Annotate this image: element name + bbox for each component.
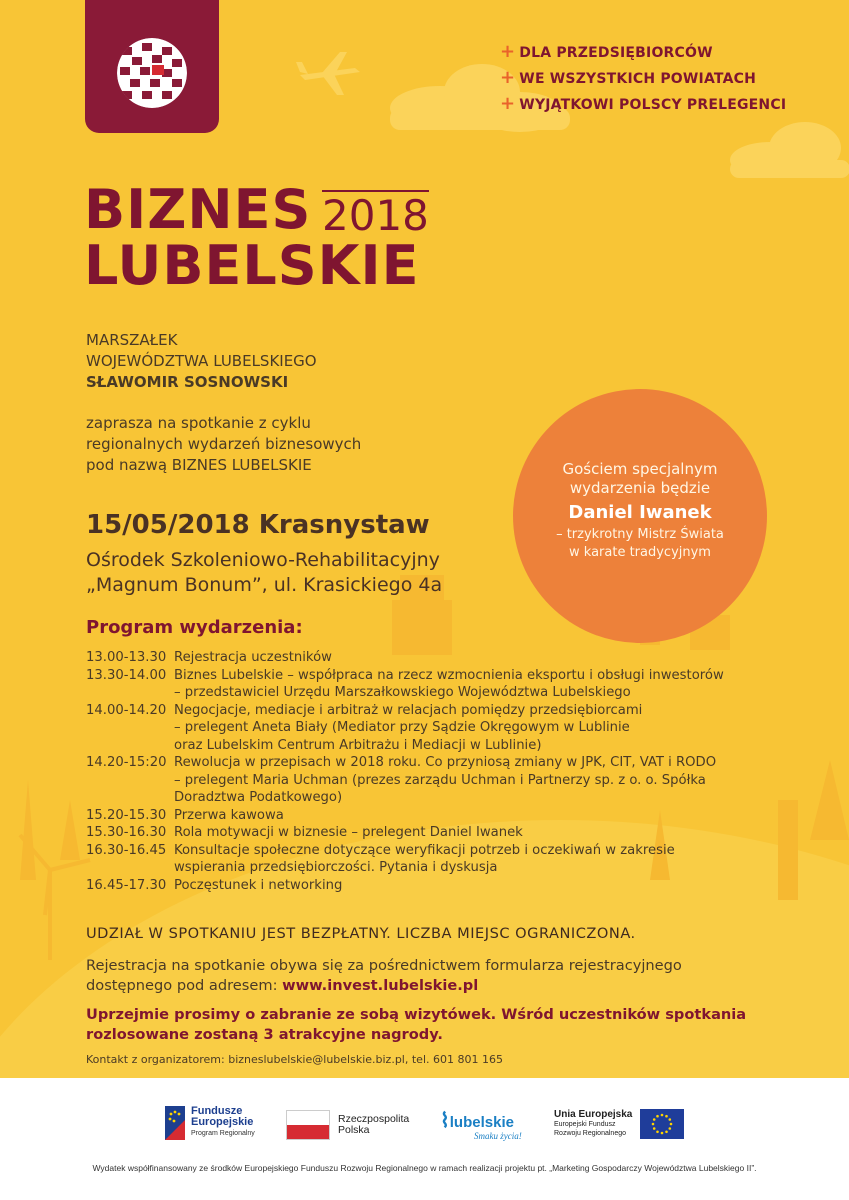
- program-row: oraz Lubelskim Centrum Arbitrażu i Mediacji w Lublinie): [174, 737, 542, 753]
- plus-icon: +: [500, 67, 516, 88]
- program-row: Doradztwa Podatkowego): [174, 790, 343, 805]
- program-row: 15.30-16.30 Rola motywacji w biznesie – prelegent Daniel Iwanek: [86, 825, 523, 840]
- program-row: 16.45-17.30 Poczęstunek i networking: [86, 877, 343, 893]
- lubelskie-mark-icon: ⌇: [440, 1110, 450, 1132]
- organizer: MARSZAŁEK WOJEWÓDZTWA LUBELSKIEGO SŁAWOMIR SOSNOWSKI: [86, 331, 317, 391]
- eu-flag-icon: [640, 1109, 684, 1139]
- brand-logo-box: [85, 0, 219, 133]
- organizer-name: SŁAWOMIR SOSNOWSKI: [86, 373, 289, 391]
- program-row: 15.20-15.30 Przerwa kawowa: [86, 807, 284, 823]
- event-date-place: 15/05/2018 Krasnystaw: [86, 510, 430, 540]
- title-year: 2018: [322, 191, 429, 240]
- bullet-item: + WYJĄTKOWI POLSCY PRELEGENCI: [500, 93, 787, 114]
- free-participation-notice: UDZIAŁ W SPOTKANIU JEST BEZPŁATNY. LICZBA MIEJSC OGRANICZONA.: [86, 925, 636, 942]
- program-row: – prelegent Aneta Biały (Mediator przy Sądzie Okręgowym w Lublinie: [174, 720, 630, 735]
- program-row: – przedstawiciel Urzędu Marszałkowskiego Województwa Lubelskiego: [174, 685, 631, 700]
- contact-line: Kontakt z organizatorem: bizneslubelskie@lubelskie.biz.pl, tel. 601 801 165: [86, 1053, 503, 1066]
- registration-link[interactable]: www.invest.lubelskie.pl: [282, 977, 479, 994]
- program-row: 16.30-16.45 Konsultacje społeczne dotyczące weryfikacji potrzeb i oczekiwań w zakresie: [86, 842, 675, 858]
- event-venue: Ośrodek Szkoleniowo-Rehabilitacyjny „Magnum Bonum”, ul. Krasickiego 4a: [86, 549, 443, 596]
- program-list: [86, 649, 786, 894]
- program-row: 14.20-15:20 Rewolucja w przepisach w 2018 roku. Co przyniosą zmiany w JPK, CIT, VAT i RODO: [86, 755, 717, 770]
- title-line-1: BIZNES: [84, 178, 312, 241]
- eu-funds-mark-icon: [165, 1106, 185, 1140]
- lubelskie-logo: ⌇lubelskie Smaku życia!: [440, 1110, 522, 1141]
- program-row: 14.00-14.20 Negocjacje, mediacje i arbitraż w relacjach pomiędzy przedsiębiorcami: [86, 702, 643, 718]
- bullet-item: + WE WSZYSTKICH POWIATACH: [500, 67, 756, 88]
- footer-logos: Fundusze Europejskie Program Regionalny Rzeczpospolita Polska ⌇lubelskie Smaku życia! Unia Europejska Europejski Fundusz Rozwoju Regionalnego Wydatek współfinansowany ze środków Europejskiego Funduszu Rozwoju Regionalnego w ramach realizacji projektu pt. „Marketing Gospodarczy Województwa Lubelskiego II”.: [0, 1078, 849, 1200]
- registration-info: Rejestracja na spotkanie obywa się za pośrednictwem formularza rejestracyjnego dostępnego pod adresem: www.invest.lubelskie.pl: [86, 957, 682, 994]
- program-row: 13.30-14.00 Biznes Lubelskie – współpraca na rzecz wzmocnienia eksportu i obsługi inwestorów: [86, 667, 724, 683]
- invitation-text: zaprasza na spotkanie z cyklu regionalnych wydarzeń biznesowych pod nazwą BIZNES LUBELSKIE: [86, 414, 362, 474]
- plane-icon: [296, 52, 360, 95]
- feature-bullets: [500, 41, 786, 119]
- plus-icon: +: [500, 93, 516, 114]
- bullet-item: + DLA PRZEDSIĘBIORCÓW: [500, 41, 713, 62]
- contact-email-link[interactable]: bizneslubelskie@lubelskie.biz.pl: [228, 1053, 405, 1066]
- polish-flag-icon: [286, 1110, 330, 1140]
- program-row: wspierania przedsiębiorczości. Pytania i dyskusja: [174, 860, 498, 875]
- cofinancing-note: Wydatek współfinansowany ze środków Europejskiego Funduszu Rozwoju Regionalnego w ramach realizacji projektu pt. „Marketing Gospodarczy Województwa Lubelskiego II”.: [92, 1163, 757, 1173]
- program-row: 13.00-13.30 Rejestracja uczestników: [86, 650, 332, 665]
- program-row: – prelegent Maria Uchman (prezes zarządu Uchman i Partnerzy sp. z o. o. Spółka: [174, 772, 706, 788]
- title-line-2: LUBELSKIE: [84, 234, 420, 297]
- business-cards-note: Uprzejmie prosimy o zabranie ze sobą wizytówek. Wśród uczestników spotkania rozlosowane zostaną 3 atrakcyjne nagrody.: [86, 1006, 747, 1043]
- guest-name: Daniel Iwanek: [568, 502, 712, 523]
- program-title: Program wydarzenia:: [86, 617, 303, 638]
- globe-logo-icon: [116, 37, 188, 109]
- plus-icon: +: [500, 41, 516, 62]
- special-guest-circle: Gościem specjalnym wydarzenia będzie Daniel Iwanek – trzykrotny Mistrz Świata w karate tradycyjnym: [513, 389, 767, 643]
